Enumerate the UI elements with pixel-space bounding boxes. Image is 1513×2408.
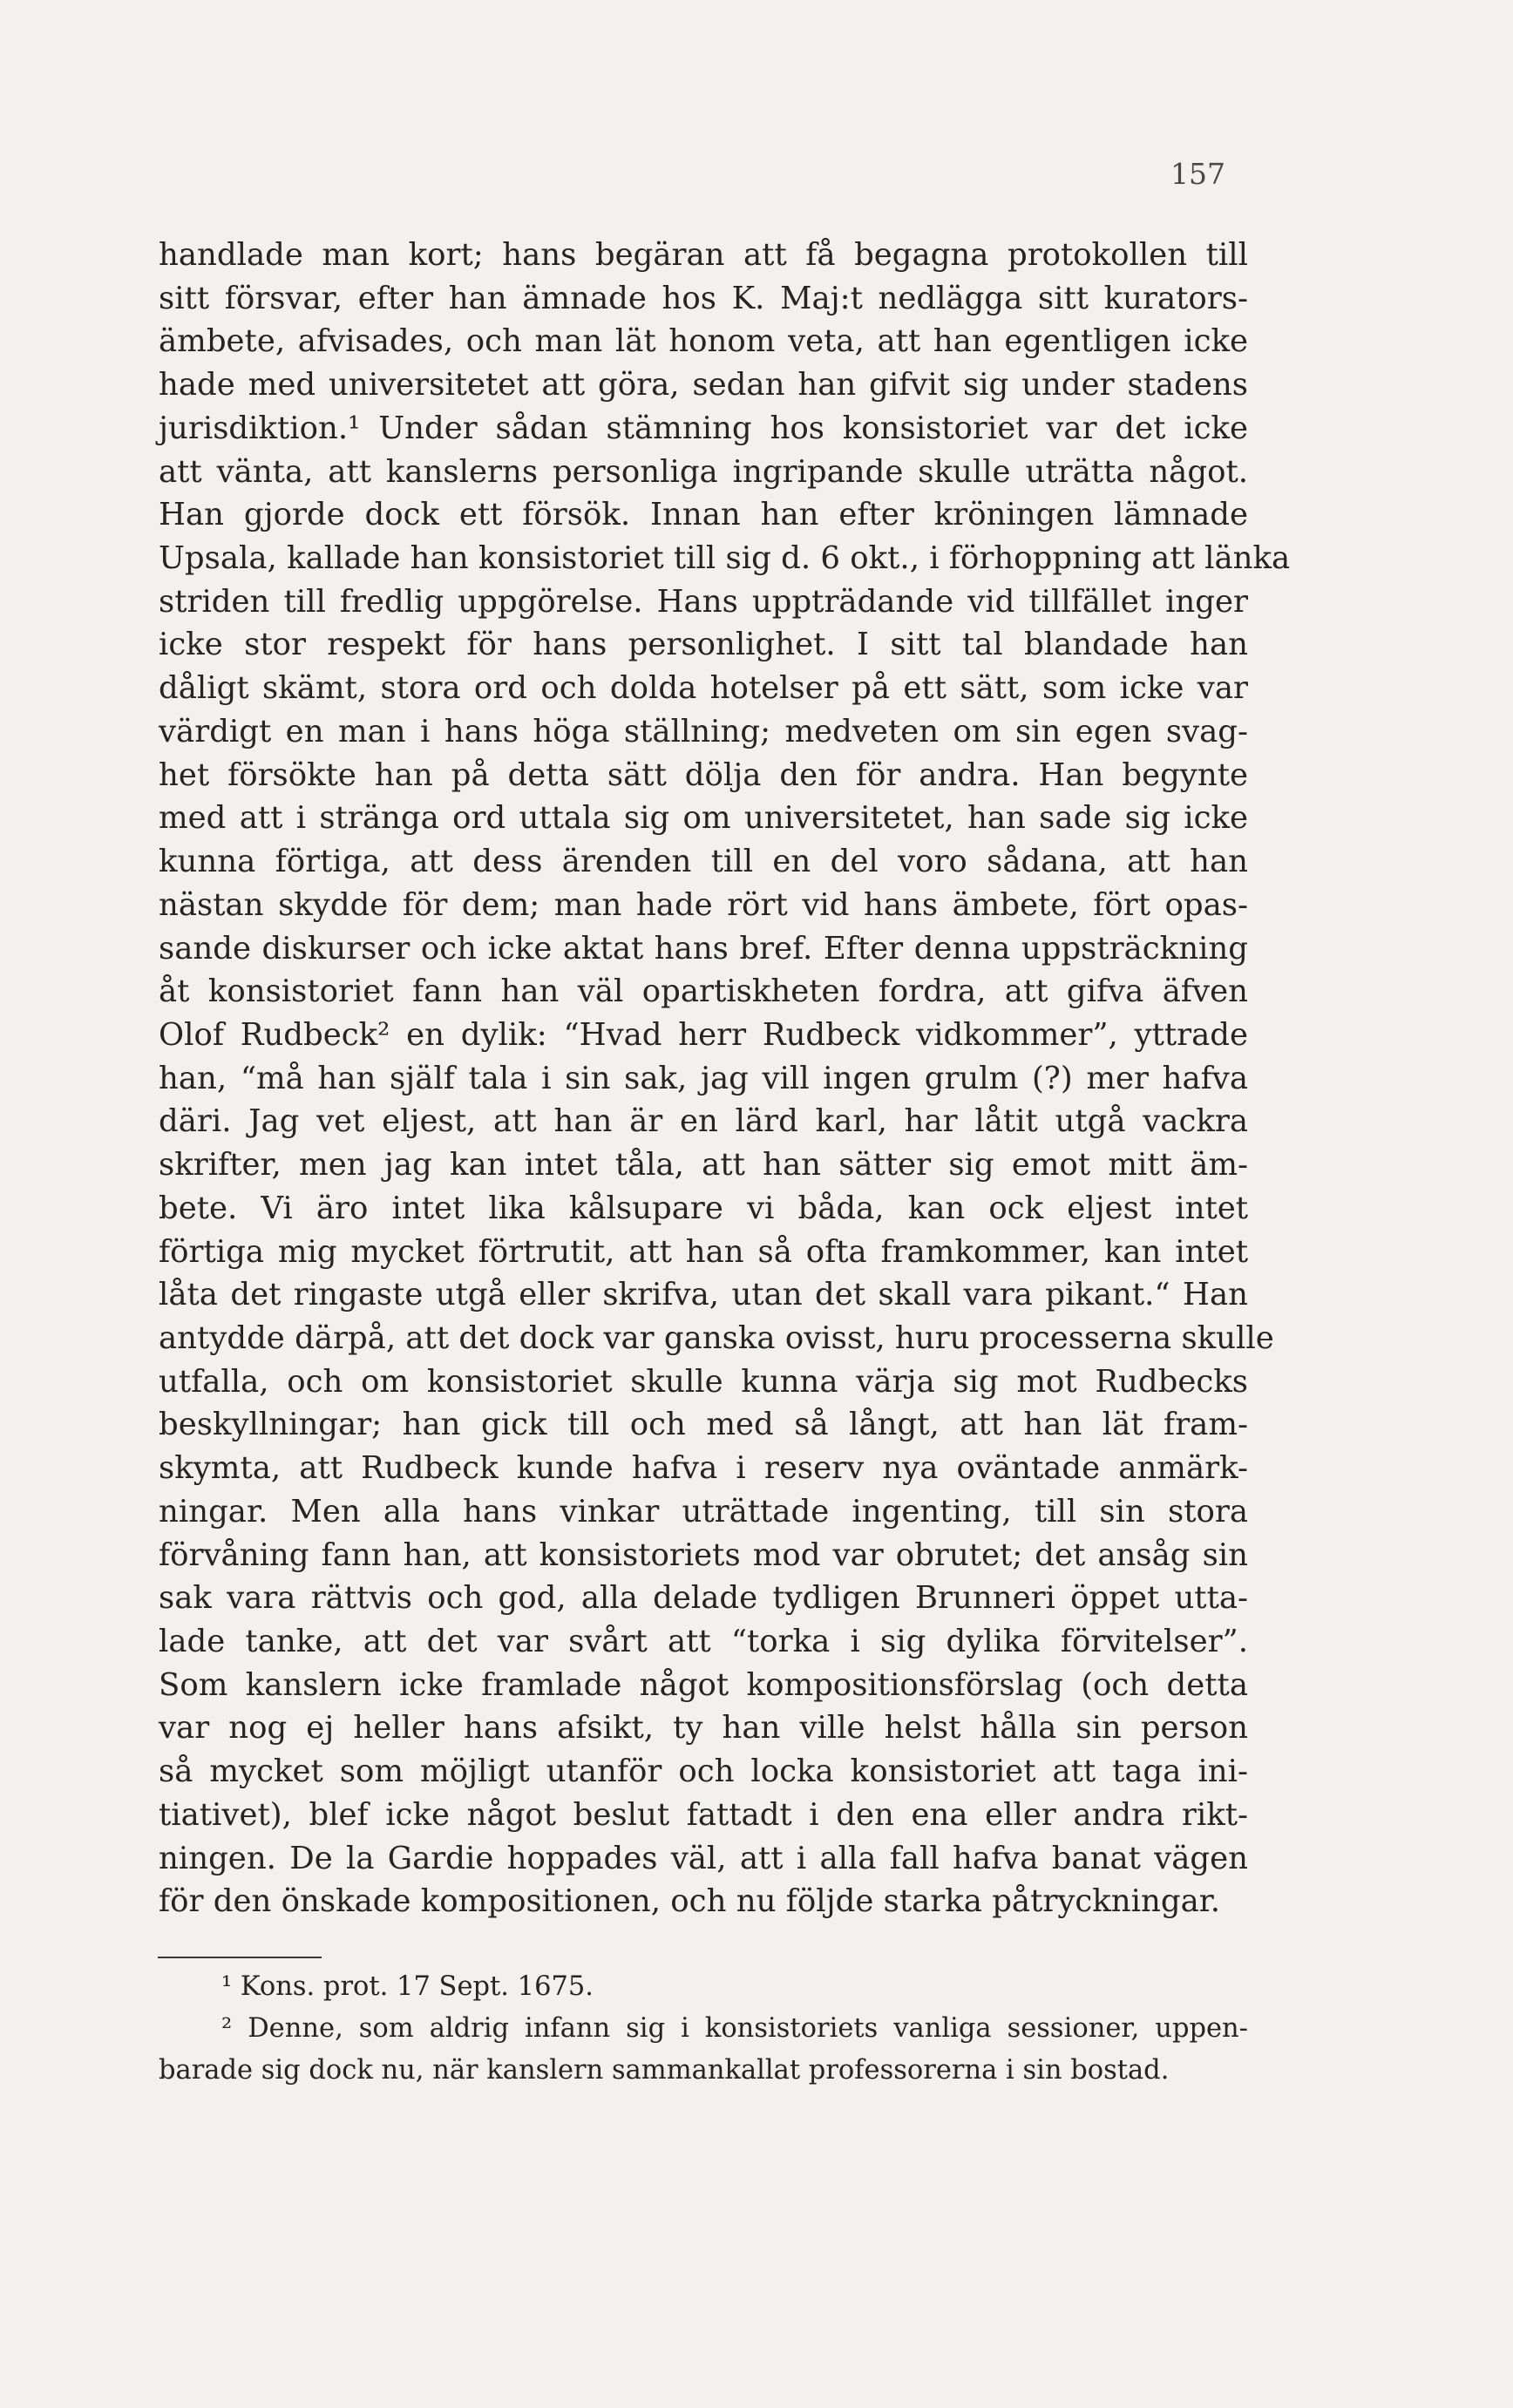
footnote-2: ² Denne, som aldrig infann sig i konsistoriets vanliga sessioner, uppen- (221, 2013, 1248, 2044)
body-line: tiativet), blef icke något beslut fattadt i den ena eller andra rikt- (159, 1796, 1248, 1833)
body-line: däri. Jag vet eljest, att han är en lärd karl, har låtit utgå vackra (159, 1103, 1248, 1140)
body-line: ningen. De la Gardie hoppades väl, att i alla fall hafva banat vägen (159, 1840, 1248, 1876)
body-line: var nog ej heller hans afsikt, ty han ville helst hålla sin person (159, 1710, 1248, 1747)
body-line: bete. Vi äro intet lika kålsupare vi båda, kan ock eljest intet (159, 1190, 1248, 1226)
body-line: sande diskurser och icke aktat hans bref. Efter denna uppsträckning (159, 930, 1248, 967)
body-line: het försökte han på detta sätt dölja den för andra. Han begynte (159, 756, 1248, 793)
body-line: sak vara rättvis och god, alla delade tydligen Brunneri öppet utta- (159, 1580, 1248, 1617)
body-line: Olof Rudbeck² en dylik: “Hvad herr Rudbeck vidkommer”, yttrade (159, 1016, 1248, 1053)
body-line: åt konsistoriet fann han väl opartiskheten fordra, att gifva äfven (159, 973, 1248, 1010)
body-line: med att i stränga ord uttala sig om universitetet, han sade sig icke (159, 800, 1248, 837)
body-line: lade tanke, att det var svårt att “torka i sig dylika förvitelser”. (159, 1624, 1248, 1659)
body-line: så mycket som möjligt utanför och locka konsistoriet att taga ini- (159, 1753, 1248, 1790)
footnote-1: ¹ Kons. prot. 17 Sept. 1675. (221, 1971, 594, 2002)
body-line: sitt försvar, efter han ämnade hos K. Maj:t nedlägga sitt kurators- (159, 280, 1248, 316)
body-line: antydde därpå, att det dock var ganska ovisst, huru processerna skulle (159, 1319, 1274, 1356)
body-line: ämbete, afvisades, och man lät honom veta, att han egentligen icke (159, 323, 1248, 360)
body-line: för den önskade kompositionen, och nu följde starka påtryckningar. (159, 1883, 1221, 1920)
body-line: dåligt skämt, stora ord och dolda hotelser på ett sätt, som icke var (159, 670, 1248, 707)
body-line: Som kanslern icke framlade något kompositionsförslag (och detta (159, 1666, 1248, 1703)
footnotes (159, 1966, 1248, 2092)
body-line: beskyllningar; han gick till och med så långt, att han lät fram- (159, 1407, 1248, 1443)
body-line: handlade man kort; hans begäran att få begagna protokollen till (159, 237, 1248, 273)
body-line: hade med universitetet att göra, sedan han gifvit sig under stadens (159, 367, 1248, 404)
body-line: kunna förtiga, att dess ärenden till en del voro sådana, att han (159, 844, 1248, 880)
body-line: han, “må han själf tala i sin sak, jag vill ingen grulm (?) mer hafva (159, 1060, 1248, 1096)
body-line: förtiga mig mycket förtrutit, att han så ofta framkommer, kan intet (159, 1233, 1248, 1270)
body-line: värdigt en man i hans höga ställning; medveten om sin egen svag- (159, 713, 1248, 750)
body-line: skrifter, men jag kan intet tåla, att han sätter sig emot mitt äm- (159, 1147, 1248, 1184)
body-line: icke stor respekt för hans personlighet. I sitt tal blandade han (159, 627, 1248, 663)
body-line: förvåning fann han, att konsistoriets mod var obrutet; det ansåg sin (159, 1536, 1248, 1573)
body-line: utfalla, och om konsistoriet skulle kunna värja sig mot Rudbecks (159, 1363, 1248, 1400)
footnote-2-continuation: barade sig dock nu, när kanslern sammankallat professorerna i sin bostad. (159, 2055, 1170, 2086)
footnote-rule (158, 1957, 322, 1958)
body-line: skymta, att Rudbeck kunde hafva i reserv nya oväntade anmärk- (159, 1450, 1248, 1487)
body-line: jurisdiktion.¹ Under sådan stämning hos konsistoriet var det icke (159, 410, 1248, 446)
body-line: Han gjorde dock ett försök. Innan han efter kröningen lämnade (159, 497, 1248, 533)
body-text (159, 234, 1291, 1923)
body-line: striden till fredlig uppgörelse. Hans uppträdande vid tillfället inger (159, 583, 1248, 620)
page-number: 157 (1170, 157, 1225, 191)
body-line: ningar. Men alla hans vinkar uträttade ingenting, till sin stora (159, 1493, 1248, 1530)
body-line: att vänta, att kanslerns personliga ingripande skulle uträtta något. (159, 453, 1248, 490)
body-line: nästan skydde för dem; man hade rört vid hans ämbete, fört opas- (159, 886, 1248, 923)
body-line: Upsala, kallade han konsistoriet till sig d. 6 okt., i förhoppning att länka (159, 540, 1291, 577)
body-line: låta det ringaste utgå eller skrifva, utan det skall vara pikant.“ Han (159, 1277, 1248, 1313)
